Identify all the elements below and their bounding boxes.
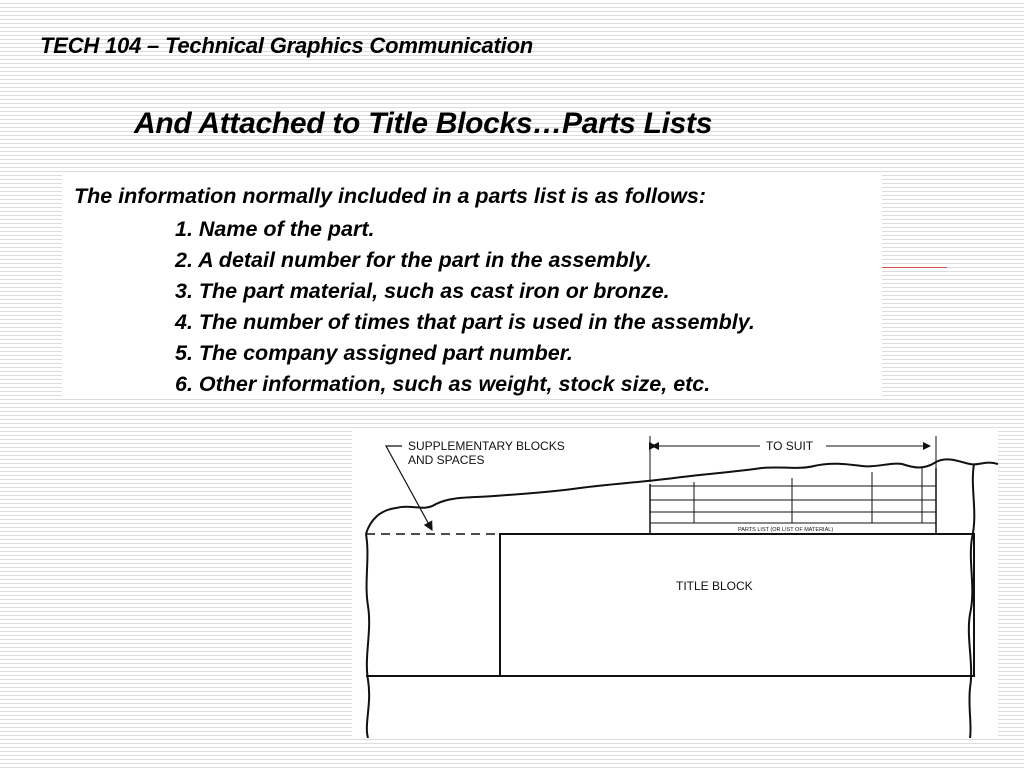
info-intro: The information normally included in a parts list is as follows: bbox=[74, 184, 706, 208]
parts-list-label: PARTS LIST (OR LIST OF MATERIAL) bbox=[738, 527, 834, 533]
title-block-label: TITLE BLOCK bbox=[676, 579, 753, 593]
title-block-drawing bbox=[352, 428, 998, 738]
title-block-diagram bbox=[352, 428, 998, 738]
list-item: 4. The number of times that part is used in the assembly. bbox=[175, 310, 755, 334]
torn-edge-left bbox=[366, 534, 369, 738]
slide-title: And Attached to Title Blocks…Parts Lists bbox=[134, 107, 713, 140]
info-list bbox=[175, 214, 755, 400]
list-item: 3. The part material, such as cast iron or bronze. bbox=[175, 279, 670, 303]
course-title: TECH 104 – Technical Graphics Communication bbox=[40, 33, 534, 58]
list-item: 5. The company assigned part number. bbox=[175, 341, 573, 365]
list-item: 2. A detail number for the part in the assembly. bbox=[175, 248, 652, 272]
list-item: 1. Name of the part. bbox=[175, 217, 375, 241]
red-rule-divider bbox=[882, 267, 947, 268]
supplementary-label-line1: SUPPLEMENTARY BLOCKS bbox=[408, 439, 565, 453]
title-block-rect bbox=[500, 534, 974, 676]
to-suit-label: TO SUIT bbox=[766, 439, 814, 453]
supplementary-label-line2: AND SPACES bbox=[408, 453, 485, 467]
parts-list-info-box bbox=[62, 174, 882, 398]
list-item: 6. Other information, such as weight, stock size, etc. bbox=[175, 372, 711, 396]
